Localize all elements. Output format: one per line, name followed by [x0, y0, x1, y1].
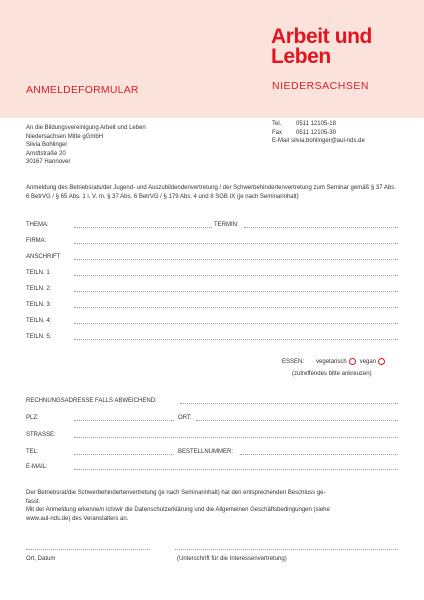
firma-label: FIRMA: [26, 238, 47, 244]
strasse-label: STRASSE: [26, 432, 56, 438]
teiln1-field[interactable] [74, 275, 398, 276]
fax-label: Fax [272, 129, 283, 136]
teiln3-field[interactable] [74, 307, 398, 308]
termin-field[interactable] [244, 227, 398, 228]
form-title: ANMELDEFORMULAR [26, 84, 139, 96]
teiln2-label: TEILN. 2: [26, 286, 52, 292]
teiln3-label: TEILN. 3: [26, 302, 52, 308]
intro-text: Anmeldung des Betriebsrats/der Jugend- und Auszubildendenvertretung / der Schwerbehindertenvertretung zum Seminar gemäß § 37 Abs. 6 BetrVG / § 65 Abs. 1 i. V. m. § 37 Abs. 6 BetrVG / § 179 Abs. 4 und 8 SGB IX (je nach Seminarinhalt) [26, 185, 396, 200]
tel-billing-field[interactable] [74, 454, 174, 455]
essen-label: ESSEN: [282, 358, 305, 365]
thema-field[interactable] [74, 227, 212, 228]
teiln1-label: TEILN. 1 [26, 270, 50, 276]
thema-label: THEMA: [26, 222, 49, 228]
closing-line: Mit der Anmeldung erkenne/n ich/wir die Datenschutzerklärung und die Allgemeinen Geschäftsbedingungen (siehe [26, 507, 330, 514]
strasse-field[interactable] [74, 437, 398, 438]
vegan-radio[interactable] [378, 358, 385, 365]
ort-label: ORT: [178, 415, 192, 421]
logo-line-1: Arbeit und [271, 25, 372, 48]
teiln5-label: TEILN. 5: [26, 334, 52, 340]
signature-field[interactable] [175, 549, 398, 550]
recipient-address [26, 124, 146, 167]
anschrift-field[interactable] [74, 259, 398, 260]
logo-line-2: Leben [271, 45, 331, 68]
ort-field[interactable] [196, 420, 398, 421]
email-value: silvia.bohlinger@aul-nds.de [291, 138, 365, 145]
address-line: Niedersachsen Mitte gGmbH [26, 133, 104, 140]
bestellnummer-label: BESTELLNUMMER: [178, 449, 234, 455]
contact-block [272, 120, 365, 146]
vegetarisch-label: vegetarisch [316, 358, 347, 365]
teiln4-field[interactable] [74, 323, 398, 324]
billing-extra-field[interactable] [180, 403, 398, 404]
termin-label: TERMIN: [214, 222, 239, 228]
closing-text [26, 489, 398, 523]
address-line: 30167 Hannover [26, 159, 71, 166]
teiln2-field[interactable] [74, 291, 398, 292]
email-billing-label: E-MAIL: [26, 464, 48, 470]
tel-value: 0511 12105-18 [296, 121, 336, 127]
arbeit-und-leben-logo [271, 27, 372, 67]
teiln5-field[interactable] [74, 339, 398, 340]
tel-label: Tel. [272, 121, 282, 127]
firma-field[interactable] [74, 243, 398, 244]
plz-field[interactable] [74, 420, 174, 421]
anschrift-label: ANSCHRIFT [26, 254, 61, 260]
bestellnummer-field[interactable] [240, 454, 398, 455]
tel-billing-label: TEL: [26, 449, 39, 455]
address-line: Arndtstraße 20 [26, 150, 66, 157]
place-date-field[interactable] [26, 549, 150, 550]
plz-label: PLZ: [26, 415, 39, 421]
region-label: NIEDERSACHSEN [272, 80, 369, 92]
email-billing-field[interactable] [74, 469, 398, 470]
place-date-label: Ort, Datum [26, 556, 56, 562]
closing-line: fasst. [26, 498, 41, 505]
teiln4-label: TEILN. 4: [26, 318, 52, 324]
billing-heading: RECHNUNGSADRESSE FALLS ABWEICHEND: [26, 398, 157, 404]
closing-line: www.aul-nds.de) des Veranstalters an. [26, 515, 129, 522]
header-band [0, 0, 424, 118]
closing-line: Der Betriebsrat/die Schwerbehindertenvertretung (je nach Seminarinhalt) hat den entsprechenden Beschluss ge- [26, 490, 326, 496]
essen-group [282, 358, 389, 365]
essen-hint: (zutreffendes bitte ankreuzen) [292, 371, 372, 377]
fax-value: 0511 12105-30 [296, 129, 336, 136]
signature-label: (Unterschrift für die Interessenvertretung) [177, 556, 287, 562]
address-line: An die Bildungsvereinigung Arbeit und Leben [26, 125, 146, 131]
vegetarisch-radio[interactable] [349, 358, 356, 365]
vegan-label: vegan [359, 358, 377, 365]
email-label: E-Mail [272, 138, 290, 145]
address-line: Silvia Bohlinger [26, 142, 68, 149]
